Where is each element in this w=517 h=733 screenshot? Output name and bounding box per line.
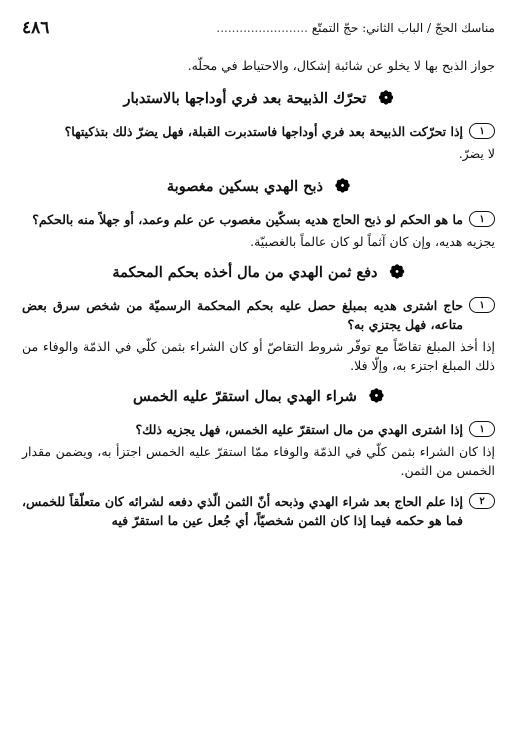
section-title: ذبح الهدي بسكين مغصوبة [166,178,324,195]
section-heading [22,89,495,108]
ornament-icon: ❁ [389,262,405,283]
question-text: حاج اشترى هديه بمبلغ حصل عليه بحكم المحكمة الرسميّة من شخص سرق بعض متاعه، فهل يجتزي به؟ [22,298,463,332]
answer-text: يجزيه هديه، وإن كان آثماً لو كان عالماً بالغصبيّة. [250,234,495,249]
question-number-badge: ١ [469,421,495,437]
question-text: إذا علم الحاج بعد شراء الهدي وذبحه أنّ الثمن الّذي دفعه لشرائه كان متعلّقاً للخمس، فما هو حكمه فيما إذا كان الثمن شخصيّاً، أي جُعل عين ما استقرّ فيه [22,494,463,528]
intro-paragraph: جواز الذبح بها لا يخلو عن شائبة إشكال، والاحتياط في محلّه. [187,58,495,73]
question-text: إذا اشترى الهدي من مال استقرّ عليه الخمس، فهل يجزيه ذلك؟ [135,422,463,437]
section-title: تحرّك الذبيحة بعد فري أوداجها بالاستدبار [123,90,367,107]
answer-text: إذا كان الشراء بثمن كلّي في الذمّة والوفاء ممّا استقرّ عليه الخمس اجتزأ به، ويضمن مقدار الخمس من الثمن. [22,444,495,478]
question [22,210,495,229]
question-text: ما هو الحكم لو ذبح الحاج هديه بسكّين مغصوب عن علم وعمد، أو جهلاً منه بالحكم؟ [32,212,463,227]
section-heading [22,177,495,196]
question-number-badge: ١ [469,211,495,227]
page-number: ٤٨٦ [22,18,50,38]
question-text: إذا تحرّكت الذبيحة بعد فري أوداجها فاستدبرت القبلة، فهل يضرّ ذلك بتذكيتها؟ [64,124,463,139]
ornament-icon: ❁ [335,176,351,197]
running-title: مناسك الحجّ / الباب الثاني: حجّ التمتّع [311,21,495,35]
running-header [59,21,495,35]
question-number-badge: ٢ [469,493,495,509]
ornament-icon: ❁ [368,386,384,407]
question [22,420,495,439]
ornament-icon: ❁ [378,88,394,109]
leader-dots: ........................ [216,21,312,35]
section-heading [22,263,495,282]
question-number-badge: ١ [469,297,495,313]
page-header [22,18,495,38]
answer-text: إذا أخذ المبلغ تقاصّاً مع توفّر شروط التقاصّ أو كان الشراء بثمن كلّي في الذمّة والوفاء من ذلك المبلغ اجتزء به، وإلّا فلا. [22,339,495,373]
section-title: دفع ثمن الهدي من مال أخذه بحكم المحكمة [112,264,378,281]
question-number-badge: ١ [469,123,495,139]
answer-text: لا يضرّ. [458,146,495,161]
page-body [22,56,495,533]
section-title: شراء الهدي بمال استقرّ عليه الخمس [133,388,357,405]
question [22,492,495,530]
question [22,122,495,141]
question [22,296,495,334]
section-heading [22,387,495,406]
